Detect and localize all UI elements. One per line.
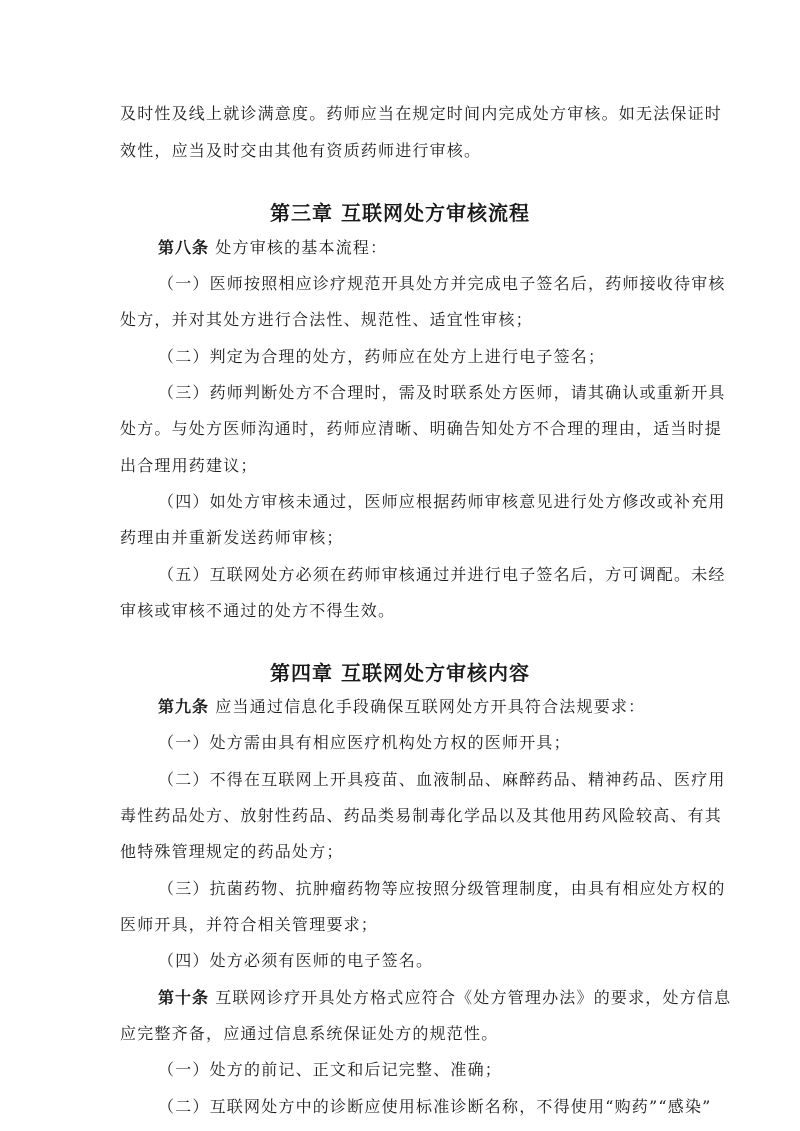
paragraph-line: （三）药师判断处方不合理时，需及时联系处方医师，请其确认或重新开具 [158, 383, 726, 402]
article-9-text: 应当通过信息化手段确保互联网处方开具符合法规要求： [209, 697, 646, 716]
paragraph-line: （四）如处方审核未通过，医师应根据药师审核意见进行处方修改或补充用 [158, 492, 726, 511]
paragraph-line: （一）处方需由具有相应医疗机构处方权的医师开具； [158, 733, 571, 752]
paragraph-line: （一）医师按照相应诊疗规范开具处方并完成电子签名后，药师接收待审核 [158, 274, 726, 293]
paragraph-line: （一）处方的前记、正文和后记完整、准确； [158, 1060, 503, 1079]
chapter-3-title: 第三章 互联网处方审核流程 [270, 201, 530, 225]
paragraph-line: 药理由并重新发送药师审核； [120, 528, 344, 547]
article-8-text: 处方审核的基本流程： [209, 238, 388, 257]
paragraph-line: 应完整齐备，应通过信息系统保证处方的规范性。 [120, 1024, 499, 1043]
paragraph-line: （二）判定为合理的处方，药师应在处方上进行电子签名； [158, 347, 606, 366]
paragraph-line: （三）抗菌药物、抗肿瘤药物等应按照分级管理制度，由具有相应处方权的 [158, 879, 726, 898]
paragraph-line: （五）互联网处方必须在药师审核通过并进行电子签名后，方可调配。未经 [158, 565, 726, 584]
paragraph-line: 出合理用药建议； [120, 456, 258, 475]
paragraph-line: 审核或审核不通过的处方不得生效。 [120, 601, 396, 620]
paragraph-line: 他特殊管理规定的药品处方； [120, 842, 344, 861]
article-9 [158, 697, 738, 717]
paragraph-line: 医师开具，并符合相关管理要求； [120, 915, 379, 934]
article-10-label: 第十条 [158, 988, 210, 1007]
paragraph-line: （四）处方必须有医师的电子签名。 [158, 951, 434, 970]
chapter-4-title: 第四章 互联网处方审核内容 [270, 661, 530, 685]
paragraph-line: （二）互联网处方中的诊断应使用标准诊断名称，不得使用“购药”“感染” [158, 1097, 712, 1116]
article-8-label: 第八条 [158, 238, 210, 257]
paragraph-line: 效性，应当及时交由其他有资质药师进行审核。 [120, 141, 482, 160]
paragraph-line: （二）不得在互联网上开具疫苗、血液制品、麻醉药品、精神药品、医疗用 [158, 770, 726, 789]
paragraph-line: 处方，并对其处方进行合法性、规范性、适宜性审核； [120, 310, 533, 329]
article-10-text: 互联网诊疗开具处方格式应符合《处方管理办法》的要求，处方信息 [209, 988, 732, 1007]
article-9-label: 第九条 [158, 697, 210, 716]
paragraph-line: 及时性及线上就诊满意度。药师应当在规定时间内完成处方审核。如无法保证时 [120, 104, 723, 123]
article-10 [158, 988, 738, 1008]
paragraph-line: 处方。与处方医师沟通时，药师应清晰、明确告知处方不合理的理由，适当时提 [120, 419, 723, 438]
article-8 [158, 238, 738, 258]
paragraph-line: 毒性药品处方、放射性药品、药品类易制毒化学品以及其他用药风险较高、有其 [120, 806, 723, 825]
